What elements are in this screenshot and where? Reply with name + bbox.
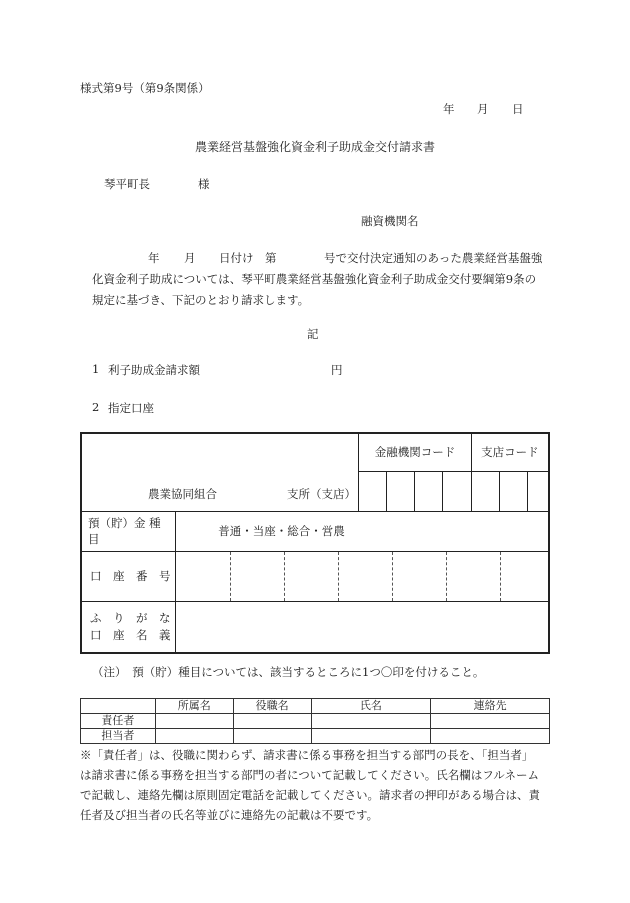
- date-month-label: 月: [477, 102, 489, 116]
- ref-month: 月: [184, 251, 196, 265]
- deposit-type-label: 預（貯）金 種 目: [81, 511, 176, 551]
- bank-code-digit-2[interactable]: [387, 471, 415, 511]
- charge-contact-field[interactable]: [431, 729, 550, 744]
- staff-row-charge: 担当者: [81, 729, 156, 744]
- footnote-line: は請求書に係る事務を担当する部門の者について記載してください。氏名欄はフルネーム: [80, 768, 539, 782]
- footnote: [80, 745, 540, 825]
- bank-account-table: [80, 432, 550, 654]
- staff-row-responsible: 責任者: [81, 714, 156, 729]
- staff-table: [80, 698, 550, 744]
- date-year-label: 年: [443, 102, 455, 116]
- branch-code-header: 支店コード: [471, 433, 549, 471]
- staff-header-dept: 所属名: [155, 699, 233, 714]
- ref-no-prefix: 第: [265, 251, 277, 265]
- ref-day: 日付け: [219, 251, 254, 265]
- account-number-field[interactable]: [176, 551, 549, 601]
- responsible-contact-field[interactable]: [431, 714, 550, 729]
- footnote-line: で記載し、連絡先欄は原則固定電話を記載してください。請求者の押印がある場合は、責: [80, 788, 540, 802]
- body-line1-rest: 号で交付決定通知のあった農業経営基盤強: [324, 251, 543, 265]
- branch-label: 支所（支店）: [287, 486, 356, 501]
- item2-label: 指定口座: [108, 401, 154, 415]
- addressee-name: 琴平町長: [104, 177, 150, 191]
- form-number: 様式第9号（第9条関係）: [80, 81, 210, 95]
- staff-header-blank: [81, 699, 156, 714]
- branch-code-digit-1[interactable]: [471, 471, 499, 511]
- note: （注） 預（貯）種目については、該当するところに1つ〇印を付けること。: [92, 665, 485, 679]
- addressee-honorific: 様: [198, 177, 210, 191]
- footnote-line: 任者及び担当者の氏名等並びに連絡先の記載は不要です。: [80, 808, 379, 822]
- account-number-label: 口 座 番 号: [81, 551, 176, 601]
- bank-name-cell[interactable]: [81, 433, 359, 511]
- date-day-label: 日: [512, 102, 524, 116]
- branch-code-digit-2[interactable]: [499, 471, 527, 511]
- body-line2: 化資金利子助成については、琴平町農業経営基盤強化資金利子助成金交付要綱第9条の: [92, 272, 537, 286]
- account-name-label-cell: [81, 601, 176, 653]
- responsible-name-field[interactable]: [311, 714, 431, 729]
- furigana-label: ふ り が な: [90, 610, 171, 625]
- staff-header-contact: 連絡先: [431, 699, 550, 714]
- bank-code-digit-1[interactable]: [359, 471, 387, 511]
- bank-code-digit-4[interactable]: [442, 471, 471, 511]
- branch-code-digit-3[interactable]: [527, 471, 549, 511]
- ref-year: 年: [148, 251, 160, 265]
- item1-unit: 円: [331, 363, 343, 377]
- item2-number: 2: [92, 400, 100, 414]
- charge-title-field[interactable]: [233, 729, 311, 744]
- charge-name-field[interactable]: [311, 729, 431, 744]
- footnote-line: ※「責任者」は、役職に関わらず、請求書に係る事務を担当する部門の長を、「担当者」: [80, 748, 534, 762]
- deposit-type-options[interactable]: 普通・当座・総合・営農: [176, 511, 549, 551]
- charge-dept-field[interactable]: [155, 729, 233, 744]
- ki-mark: 記: [307, 327, 319, 341]
- responsible-dept-field[interactable]: [155, 714, 233, 729]
- item1-label: 利子助成金請求額: [108, 363, 200, 377]
- institution-label: 融資機関名: [361, 214, 419, 228]
- staff-header-name: 氏名: [311, 699, 431, 714]
- bank-code-digit-3[interactable]: [415, 471, 443, 511]
- body-line3: 規定に基づき、下記のとおり請求します。: [92, 293, 310, 307]
- coop-label: 農業協同組合: [148, 486, 217, 501]
- bank-code-header: 金融機関コード: [359, 433, 471, 471]
- responsible-title-field[interactable]: [233, 714, 311, 729]
- item1-number: 1: [92, 362, 100, 376]
- account-name-field[interactable]: [176, 601, 549, 653]
- document-title: 農業経営基盤強化資金利子助成金交付請求書: [195, 140, 436, 154]
- account-name-label: 口 座 名 義: [90, 627, 171, 642]
- staff-header-title: 役職名: [233, 699, 311, 714]
